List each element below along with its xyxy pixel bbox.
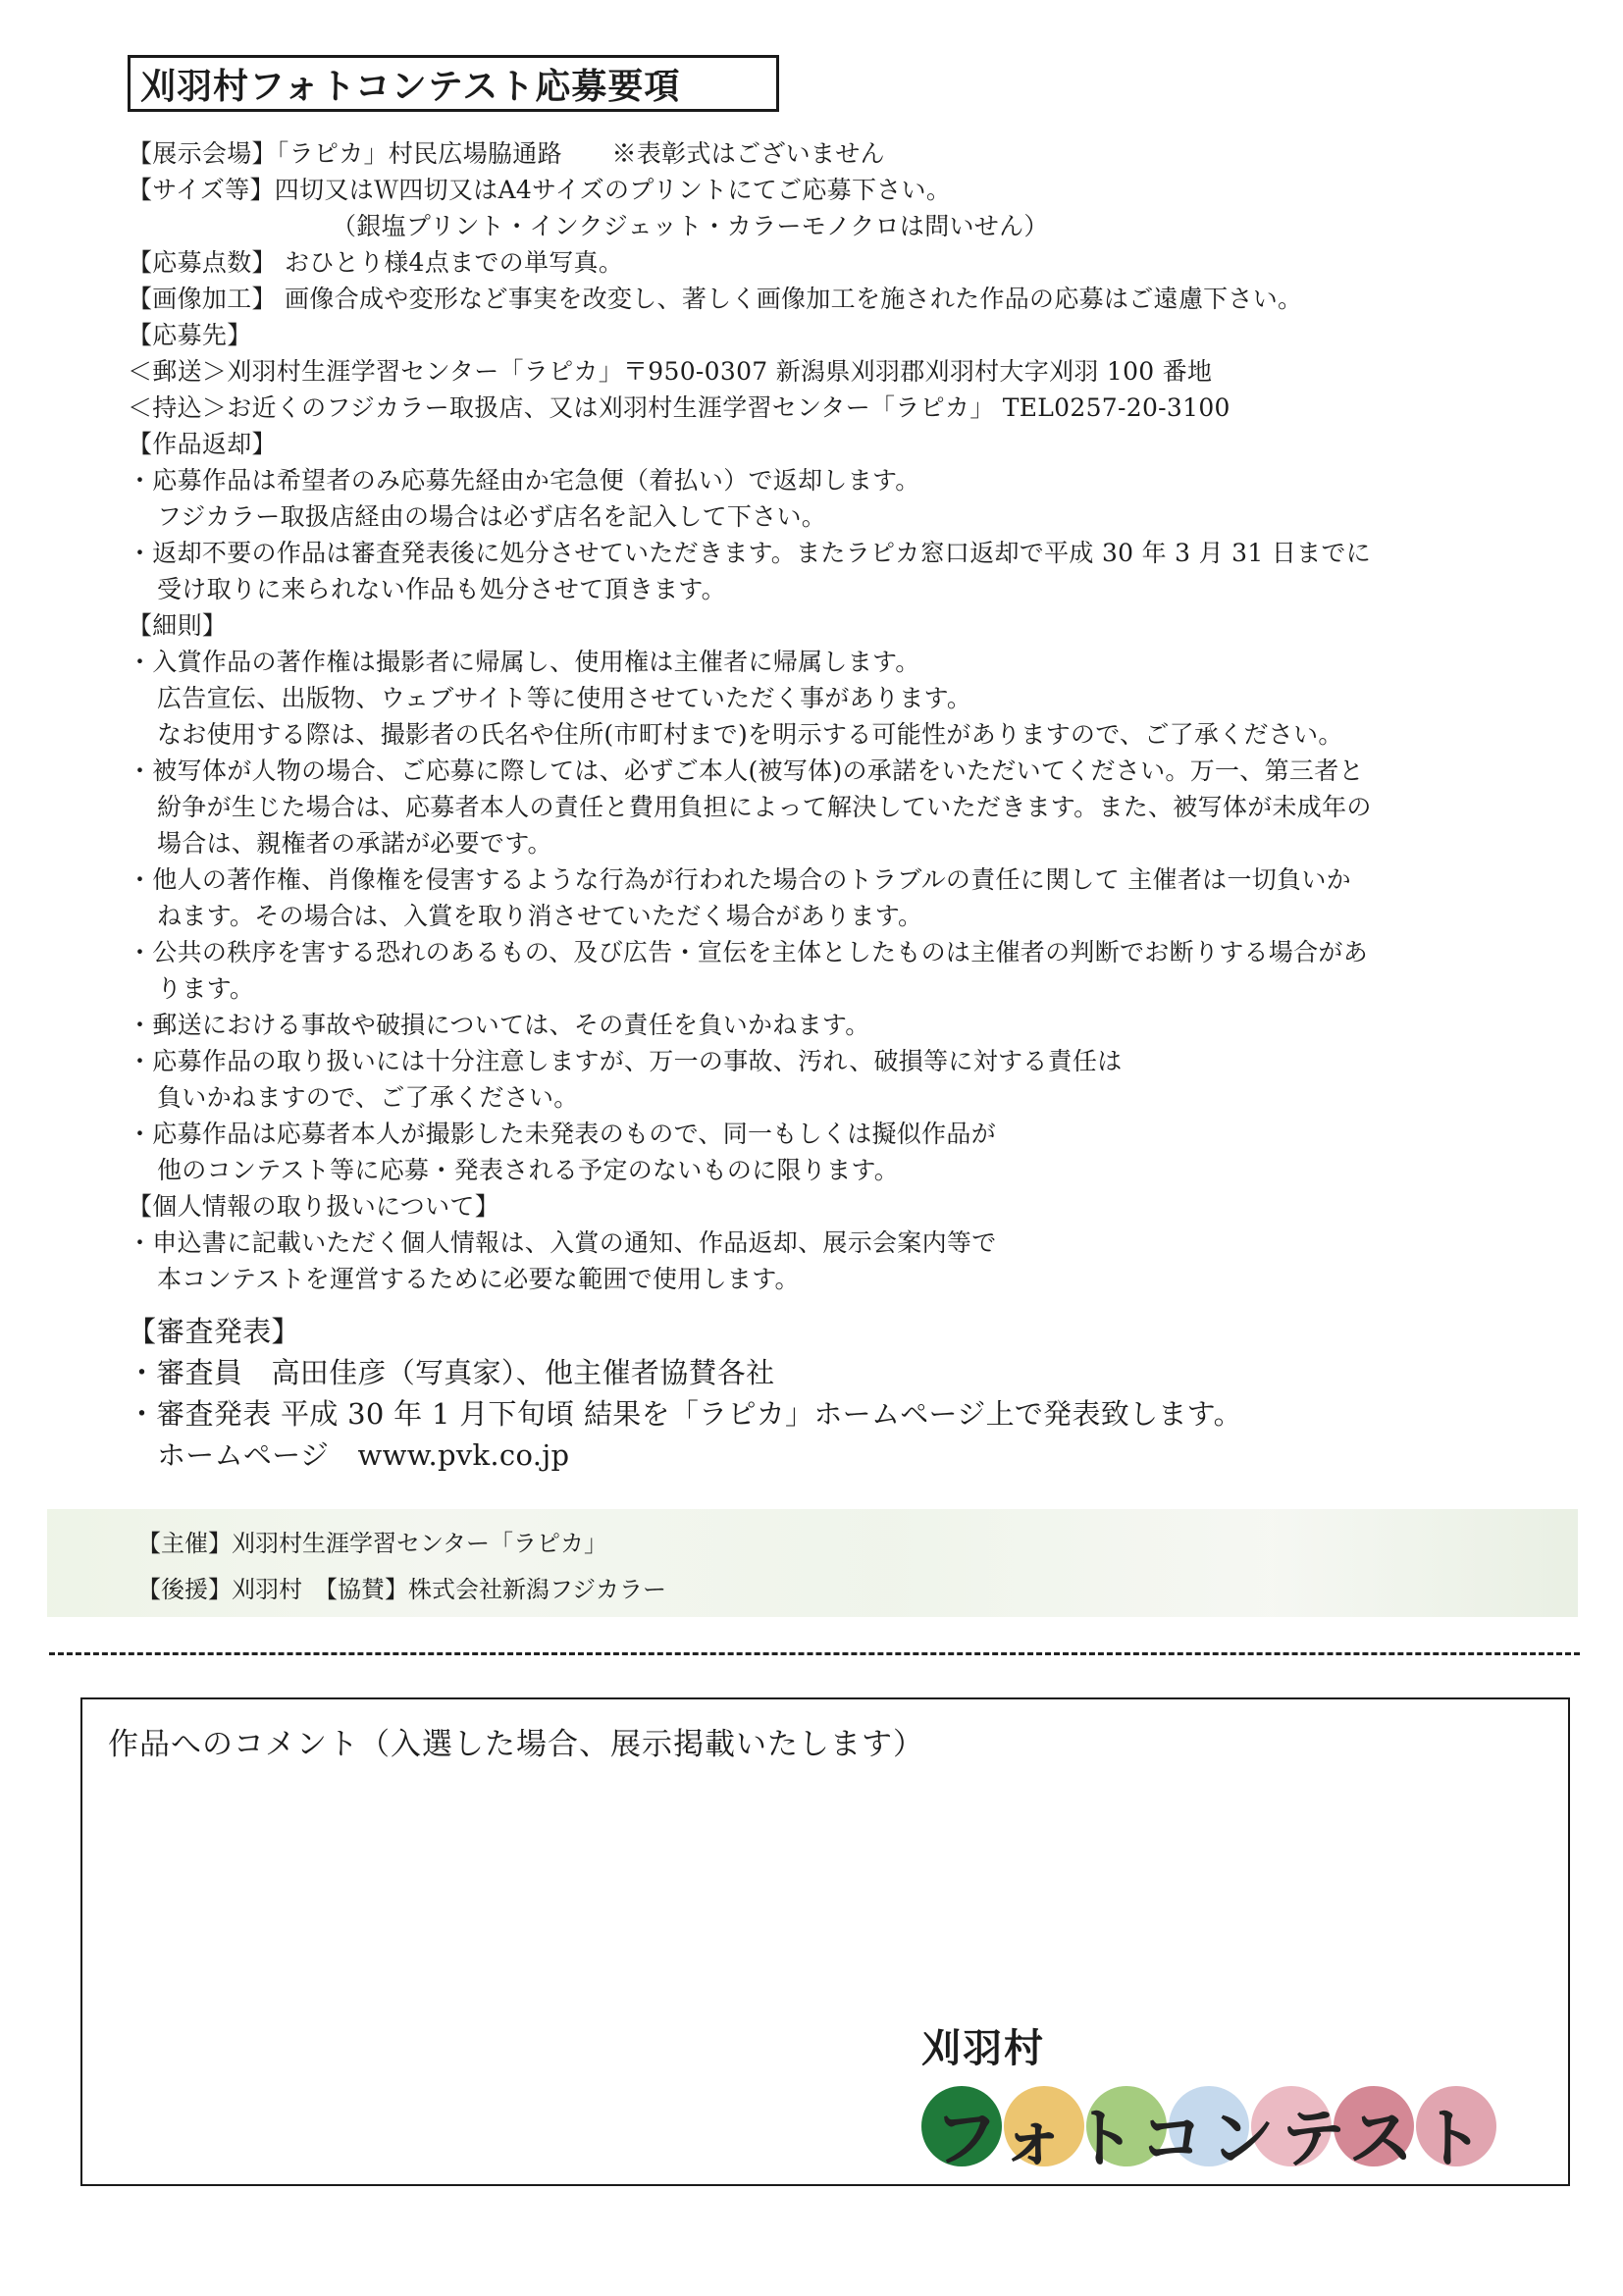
rule-line: ・入賞作品の著作権は撮影者に帰属し、使用権は主催者に帰属します。 [128, 648, 920, 676]
judging-line: ・審査発表 平成 30 年 1 月下旬頃 結果を「ラピカ」ホームページ上で発表致します。 [128, 1397, 1242, 1431]
size-line: 【サイズ等】四切又はＷ四切又はA4サイズのプリントにてご応募下さい。 [128, 176, 952, 204]
rule-line: 紛争が生じた場合は、応募者本人の責任と費用負担によって解決していただきます。また、被写体が未成年の [157, 793, 1372, 821]
guidelines-body [128, 135, 1501, 1476]
rule-line: 場合は、親権者の承諾が必要です。 [157, 829, 552, 858]
support-line: 【後援】刈羽村 【協賛】株式会社新潟フジカラー [137, 1576, 667, 1603]
return-item: フジカラー取扱店経由の場合は必ず店名を記入して下さい。 [157, 502, 827, 531]
rule-line: ります。 [157, 974, 255, 1003]
organizer-line: 【主催】刈羽村生涯学習センター「ラピカ」 [137, 1530, 608, 1557]
editing-line: 【画像加工】 画像合成や変形など事実を改変し、著しく画像加工を施された作品の応募はご遠慮下さい。 [128, 285, 1303, 313]
rule-line: 他のコンテスト等に応募・発表される予定のないものに限ります。 [157, 1156, 900, 1184]
rule-line: ・他人の著作権、肖像権を侵害するような行為が行われた場合のトラブルの責任に関して 主催者は一切負いか [128, 865, 1351, 894]
rule-line: 負いかねますので、ご了承ください。 [157, 1083, 579, 1112]
return-item: 受け取りに来られない作品も処分させて頂きます。 [157, 575, 726, 603]
rule-line: ・被写体が人物の場合、ご応募に際しては、必ずご本人(被写体)の承諾をいただいてください。万一、第三者と [128, 757, 1364, 785]
cut-line [49, 1652, 1580, 1655]
rule-line: なお使用する際は、撮影者の氏名や住所(市町村まで)を明示する可能性がありますので、ご了承ください。 [157, 720, 1343, 749]
page-title: 刈羽村フォトコンテスト応募要項 [128, 55, 779, 112]
rule-line: ねます。その場合は、入賞を取り消させていただく場合があります。 [157, 902, 923, 930]
return-item: ・応募作品は希望者のみ応募先経由か宅急便（着払い）で返却します。 [128, 466, 920, 495]
comment-label: 作品へのコメント（入選した場合、展示掲載いたします） [108, 1727, 924, 1762]
count-line: 【応募点数】 おひとり様4点までの単写真。 [128, 248, 624, 277]
return-item: ・返却不要の作品は審査発表後に処分させていただきます。またラピカ窓口返却で平成 30 年 3 月 31 日までに [128, 539, 1372, 567]
destination-mail-line: ＜郵送＞刈羽村生涯学習センター「ラピカ」〒950-0307 新潟県刈羽郡刈羽村大字刈羽 100 番地 [128, 357, 1213, 386]
rule-line: ・公共の秩序を害する恐れのあるもの、及び広告・宣伝を主体としたものは主催者の判断でお断りする場合があ [128, 938, 1369, 966]
privacy-line: ・申込書に記載いただく個人情報は、入賞の通知、作品返却、展示会案内等で [128, 1228, 997, 1257]
homepage-line: ホームページ www.pvk.co.jp [157, 1438, 570, 1472]
privacy-heading: 【個人情報の取り扱いについて】 [128, 1192, 500, 1221]
logo-village-name: 刈羽村 [921, 2026, 1045, 2071]
rule-line: ・応募作品は応募者本人が撮影した未発表のもので、同一もしくは擬似作品が [128, 1120, 997, 1148]
venue-line: 【展示会場】「ラピカ」村民広場脇通路 ※表彰式はございません [128, 139, 885, 168]
rule-line: 広告宣伝、出版物、ウェブサイト等に使用させていただく事があります。 [157, 684, 972, 712]
rule-line: ・応募作品の取り扱いには十分注意しますが、万一の事故、汚れ、破損等に対する責任は [128, 1047, 1123, 1075]
rules-heading: 【細則】 [128, 611, 228, 640]
logo-text: フォトコンテスト [933, 2101, 1491, 2176]
size-note-line: （銀塩プリント・インクジェット・カラーモノクロは問いせん） [332, 212, 1049, 240]
destination-heading: 【応募先】 [128, 321, 252, 349]
judging-line: ・審査員 高田佳彦（写真家）、他主催者協賛各社 [128, 1356, 775, 1389]
rule-line: ・郵送における事故や破損については、その責任を負いかねます。 [128, 1011, 870, 1039]
return-heading: 【作品返却】 [128, 430, 277, 458]
comment-box[interactable] [80, 1697, 1570, 2186]
privacy-line: 本コンテストを運営するために必要な範囲で使用します。 [157, 1265, 800, 1293]
contest-logo [921, 2082, 1549, 2180]
destination-bring-line: ＜持込＞お近くのフジカラー取扱店、又は刈羽村生涯学習センター「ラピカ」 TEL0257-20-3100 [128, 393, 1230, 422]
judging-heading: 【審査発表】 [128, 1315, 300, 1348]
